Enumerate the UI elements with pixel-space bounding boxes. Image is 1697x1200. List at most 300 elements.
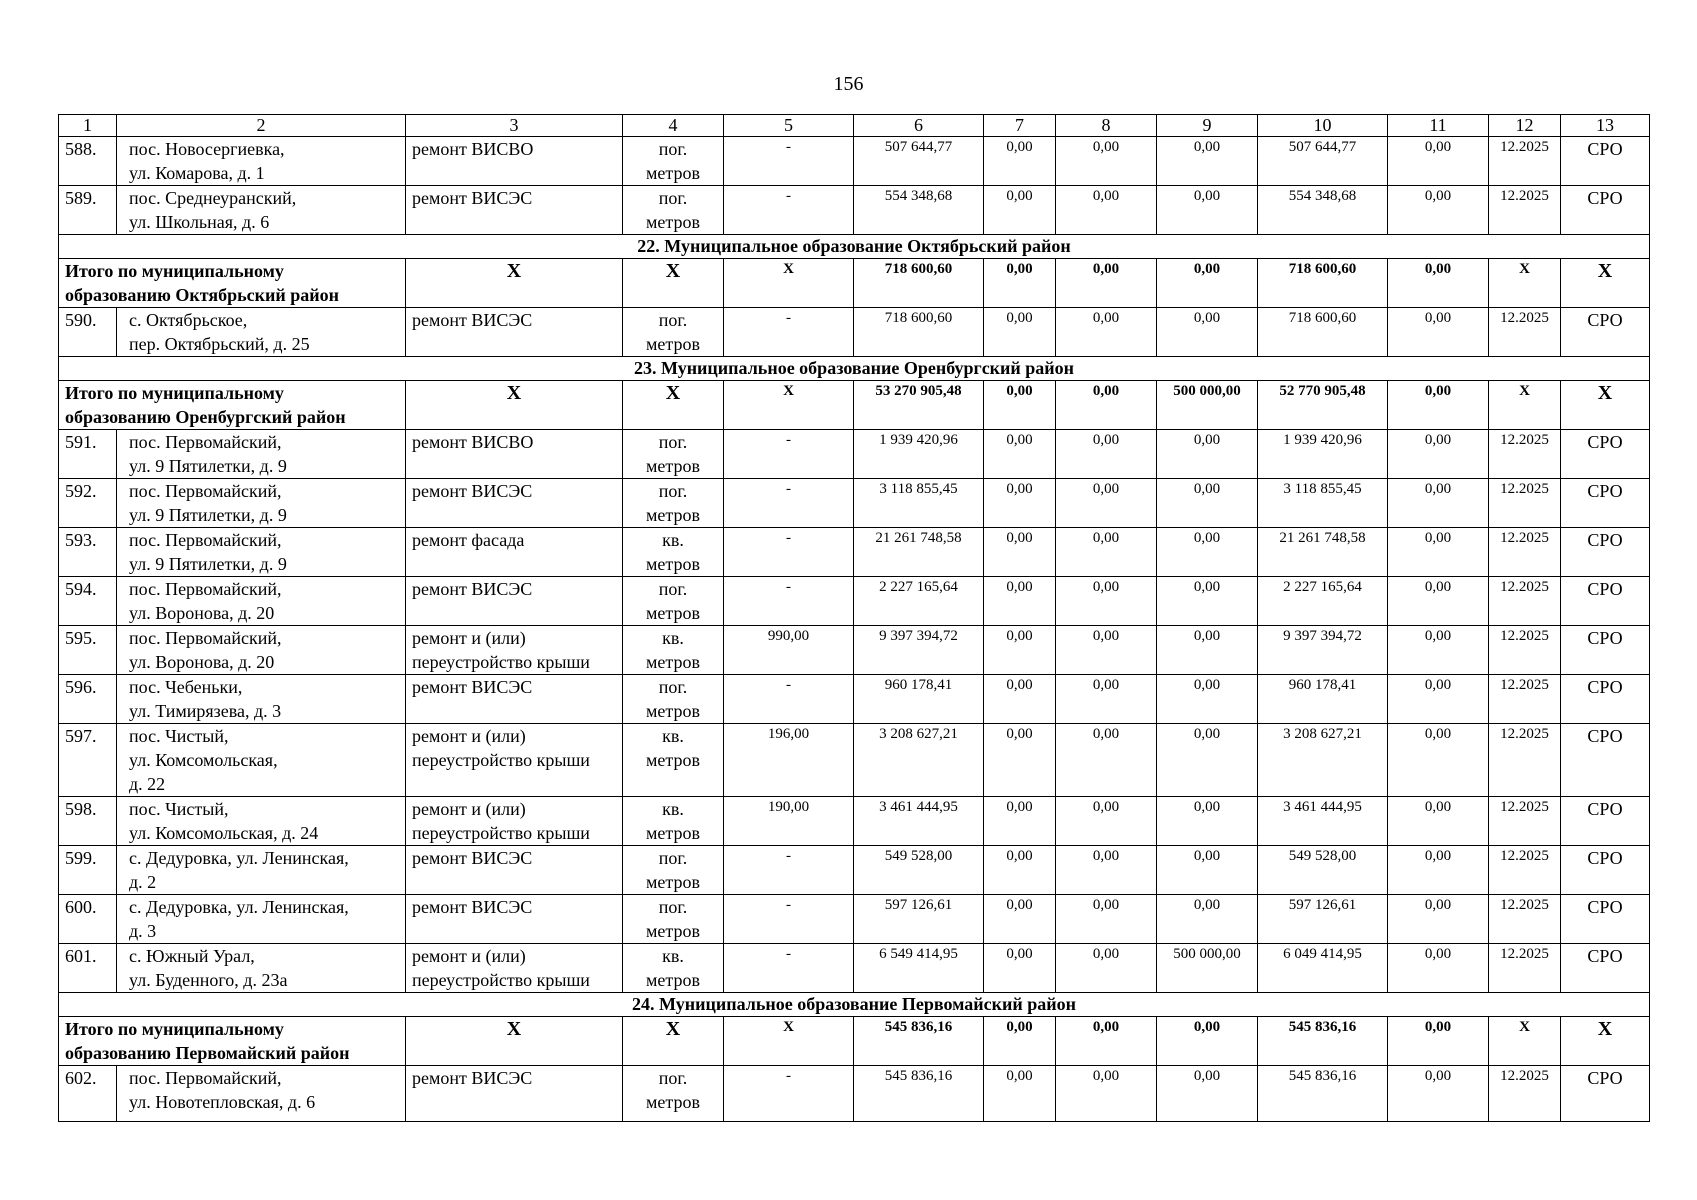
unit-cell [623, 308, 724, 357]
cell-col-12: Х [1489, 259, 1561, 308]
section-header-row [59, 235, 1650, 259]
unit-cell [623, 1066, 724, 1122]
unit-line: пог. [658, 579, 688, 599]
unit-line: кв. [662, 946, 684, 966]
table-row [59, 479, 1650, 528]
unit-line: пог. [658, 897, 688, 917]
cell-col-12: Х [1489, 381, 1561, 430]
unit-line: кв. [662, 726, 684, 746]
row-number: 599. [59, 846, 117, 895]
cell-col-6: 597 126,61 [854, 895, 984, 944]
unit-cell [623, 944, 724, 993]
work-type-line: ремонт ВИСЭС [412, 848, 533, 868]
row-number: 589. [59, 186, 117, 235]
cell-col-8: 0,00 [1056, 381, 1157, 430]
work-type-cell [406, 528, 623, 577]
cell-col-7: 0,00 [984, 626, 1056, 675]
cell-col-6: 554 348,68 [854, 186, 984, 235]
cell-col-11: 0,00 [1388, 259, 1489, 308]
cell-col-10: 1 939 420,96 [1258, 430, 1388, 479]
cell-col-12: 12.2025 [1489, 137, 1561, 186]
cell-col-10: 52 770 905,48 [1258, 381, 1388, 430]
address-cell [117, 1066, 406, 1122]
cell-col-6: 9 397 394,72 [854, 626, 984, 675]
cell-col-10: 3 461 444,95 [1258, 797, 1388, 846]
cell-col-6: 3 461 444,95 [854, 797, 984, 846]
address-line: пос. Чебеньки, [129, 677, 243, 697]
address-cell [117, 675, 406, 724]
cell-col-9: 0,00 [1157, 1066, 1258, 1122]
cell-col-6: 718 600,60 [854, 308, 984, 357]
unit-line: метров [646, 823, 700, 843]
cell-col-10: 718 600,60 [1258, 308, 1388, 357]
unit-line: пог. [658, 139, 688, 159]
work-type-line: переустройство крыши [412, 750, 590, 770]
cell-col-6: 3 208 627,21 [854, 724, 984, 797]
address-line: пос. Первомайский, [129, 1068, 282, 1088]
unit-cell [623, 724, 724, 797]
capital-repair-register-table [58, 114, 1650, 1122]
row-number: 595. [59, 626, 117, 675]
cell-col-4: Х [623, 1017, 724, 1066]
cell-col-7: 0,00 [984, 479, 1056, 528]
unit-line: метров [646, 872, 700, 892]
unit-line: метров [646, 334, 700, 354]
table-row [59, 1066, 1650, 1122]
work-type-line: ремонт и (или) [412, 799, 526, 819]
work-type-line: переустройство крыши [412, 823, 590, 843]
cell-col-8: 0,00 [1056, 895, 1157, 944]
table-row [59, 895, 1650, 944]
cell-col-5: - [724, 577, 854, 626]
cell-col-12: 12.2025 [1489, 430, 1561, 479]
address-line: пос. Чистый, [129, 799, 229, 819]
cell-col-7: 0,00 [984, 1066, 1056, 1122]
cell-col-8: 0,00 [1056, 137, 1157, 186]
subtotal-label-line: образованию Первомайский район [65, 1043, 350, 1063]
unit-cell [623, 430, 724, 479]
table-row [59, 186, 1650, 235]
unit-cell [623, 186, 724, 235]
cell-col-12: 12.2025 [1489, 895, 1561, 944]
unit-line: пог. [658, 310, 688, 330]
cell-col-12: 12.2025 [1489, 479, 1561, 528]
address-line: ул. 9 Пятилетки, д. 9 [129, 456, 287, 476]
cell-col-11: 0,00 [1388, 577, 1489, 626]
work-type-line: ремонт ВИСЭС [412, 579, 533, 599]
cell-col-11: 0,00 [1388, 626, 1489, 675]
section-title: 22. Муниципальное образование Октябрьский район [59, 235, 1650, 259]
cell-col-10: 554 348,68 [1258, 186, 1388, 235]
work-type-line: ремонт ВИСЭС [412, 310, 533, 330]
cell-col-13: СРО [1561, 308, 1650, 357]
cell-col-8: 0,00 [1056, 626, 1157, 675]
address-cell [117, 308, 406, 357]
address-line: пос. Первомайский, [129, 530, 282, 550]
address-line: ул. Комсомольская, д. 24 [129, 823, 319, 843]
cell-col-7: 0,00 [984, 675, 1056, 724]
address-cell [117, 577, 406, 626]
cell-col-5: - [724, 186, 854, 235]
cell-col-6: 507 644,77 [854, 137, 984, 186]
cell-col-9: 0,00 [1157, 137, 1258, 186]
unit-line: пог. [658, 677, 688, 697]
row-number: 591. [59, 430, 117, 479]
cell-col-5: 990,00 [724, 626, 854, 675]
unit-line: метров [646, 970, 700, 990]
unit-line: кв. [662, 628, 684, 648]
address-line: пос. Первомайский, [129, 481, 282, 501]
subtotal-label [59, 381, 406, 430]
cell-col-13: СРО [1561, 944, 1650, 993]
table-row [59, 846, 1650, 895]
cell-col-6: 545 836,16 [854, 1066, 984, 1122]
work-type-cell [406, 430, 623, 479]
address-cell [117, 137, 406, 186]
section-title: 24. Муниципальное образование Первомайский район [59, 993, 1650, 1017]
cell-col-13: СРО [1561, 577, 1650, 626]
work-type-line: ремонт ВИСВО [412, 432, 534, 452]
unit-line: метров [646, 603, 700, 623]
cell-col-7: 0,00 [984, 944, 1056, 993]
work-type-line: ремонт ВИСЭС [412, 897, 533, 917]
work-type-cell [406, 724, 623, 797]
cell-col-6: 549 528,00 [854, 846, 984, 895]
work-type-line: ремонт фасада [412, 530, 525, 550]
address-line: д. 2 [129, 872, 157, 892]
subtotal-row [59, 381, 1650, 430]
cell-col-11: 0,00 [1388, 528, 1489, 577]
unit-cell [623, 626, 724, 675]
cell-col-8: 0,00 [1056, 430, 1157, 479]
column-header: 5 [724, 115, 854, 137]
address-cell [117, 479, 406, 528]
subtotal-label-line: Итого по муниципальному [65, 261, 284, 281]
address-line: ул. Комарова, д. 1 [129, 163, 265, 183]
table-row [59, 797, 1650, 846]
cell-col-13: СРО [1561, 846, 1650, 895]
cell-col-7: 0,00 [984, 577, 1056, 626]
cell-col-7: 0,00 [984, 381, 1056, 430]
cell-col-5: - [724, 675, 854, 724]
column-header: 1 [59, 115, 117, 137]
address-cell [117, 430, 406, 479]
address-line: с. Дедуровка, ул. Ленинская, [129, 897, 349, 917]
cell-col-5: - [724, 479, 854, 528]
cell-col-12: Х [1489, 1017, 1561, 1066]
cell-col-12: 12.2025 [1489, 797, 1561, 846]
table-row [59, 675, 1650, 724]
address-line: пос. Первомайский, [129, 432, 282, 452]
column-header: 2 [117, 115, 406, 137]
cell-col-12: 12.2025 [1489, 577, 1561, 626]
cell-col-5: 190,00 [724, 797, 854, 846]
address-line: д. 3 [129, 921, 157, 941]
work-type-line: переустройство крыши [412, 652, 590, 672]
cell-col-12: 12.2025 [1489, 724, 1561, 797]
row-number: 590. [59, 308, 117, 357]
cell-col-3: Х [406, 381, 623, 430]
cell-col-10: 9 397 394,72 [1258, 626, 1388, 675]
unit-line: пог. [658, 1068, 688, 1088]
column-header: 10 [1258, 115, 1388, 137]
cell-col-11: 0,00 [1388, 724, 1489, 797]
unit-line: метров [646, 652, 700, 672]
cell-col-5: - [724, 137, 854, 186]
work-type-line: ремонт и (или) [412, 628, 526, 648]
unit-line: пог. [658, 848, 688, 868]
cell-col-11: 0,00 [1388, 381, 1489, 430]
cell-col-13: СРО [1561, 724, 1650, 797]
work-type-cell [406, 895, 623, 944]
cell-col-13: СРО [1561, 675, 1650, 724]
work-type-line: ремонт ВИСЭС [412, 188, 533, 208]
address-line: ул. Тимирязева, д. 3 [129, 701, 282, 721]
cell-col-6: 21 261 748,58 [854, 528, 984, 577]
cell-col-11: 0,00 [1388, 430, 1489, 479]
column-header: 13 [1561, 115, 1650, 137]
cell-col-9: 0,00 [1157, 528, 1258, 577]
cell-col-10: 545 836,16 [1258, 1066, 1388, 1122]
cell-col-5: - [724, 846, 854, 895]
address-line: ул. 9 Пятилетки, д. 9 [129, 554, 287, 574]
cell-col-9: 500 000,00 [1157, 944, 1258, 993]
cell-col-3: Х [406, 1017, 623, 1066]
cell-col-8: 0,00 [1056, 944, 1157, 993]
work-type-cell [406, 675, 623, 724]
address-line: пер. Октябрьский, д. 25 [129, 334, 310, 354]
address-line: ул. 9 Пятилетки, д. 9 [129, 505, 287, 525]
cell-col-10: 3 118 855,45 [1258, 479, 1388, 528]
table-row [59, 626, 1650, 675]
work-type-cell [406, 1066, 623, 1122]
row-number: 594. [59, 577, 117, 626]
cell-col-12: 12.2025 [1489, 675, 1561, 724]
cell-col-9: 0,00 [1157, 626, 1258, 675]
address-cell [117, 895, 406, 944]
address-line: ул. Воронова, д. 20 [129, 603, 275, 623]
address-line: пос. Первомайский, [129, 628, 282, 648]
address-line: ул. Воронова, д. 20 [129, 652, 275, 672]
table-row [59, 528, 1650, 577]
cell-col-5: - [724, 308, 854, 357]
unit-line: кв. [662, 799, 684, 819]
row-number: 596. [59, 675, 117, 724]
subtotal-row [59, 1017, 1650, 1066]
column-header: 3 [406, 115, 623, 137]
cell-col-9: 0,00 [1157, 797, 1258, 846]
subtotal-label-line: Итого по муниципальному [65, 1019, 284, 1039]
cell-col-9: 0,00 [1157, 186, 1258, 235]
cell-col-12: 12.2025 [1489, 308, 1561, 357]
cell-col-8: 0,00 [1056, 797, 1157, 846]
cell-col-9: 0,00 [1157, 259, 1258, 308]
row-number: 592. [59, 479, 117, 528]
address-line: ул. Школьная, д. 6 [129, 212, 270, 232]
column-header: 6 [854, 115, 984, 137]
work-type-cell [406, 308, 623, 357]
cell-col-12: 12.2025 [1489, 626, 1561, 675]
column-header: 8 [1056, 115, 1157, 137]
row-number: 602. [59, 1066, 117, 1122]
cell-col-8: 0,00 [1056, 308, 1157, 357]
work-type-line: ремонт ВИСЭС [412, 481, 533, 501]
address-line: ул. Новотепловская, д. 6 [129, 1092, 316, 1112]
cell-col-7: 0,00 [984, 895, 1056, 944]
unit-line: пог. [658, 481, 688, 501]
cell-col-6: 1 939 420,96 [854, 430, 984, 479]
cell-col-6: 718 600,60 [854, 259, 984, 308]
address-cell [117, 724, 406, 797]
cell-col-13: СРО [1561, 1066, 1650, 1122]
work-type-line: ремонт ВИСЭС [412, 1068, 533, 1088]
address-line: ул. Буденного, д. 23а [129, 970, 288, 990]
cell-col-9: 0,00 [1157, 675, 1258, 724]
unit-cell [623, 895, 724, 944]
work-type-line: переустройство крыши [412, 970, 590, 990]
subtotal-row [59, 259, 1650, 308]
cell-col-3: Х [406, 259, 623, 308]
subtotal-label-line: образованию Октябрьский район [65, 285, 340, 305]
cell-col-6: 53 270 905,48 [854, 381, 984, 430]
column-header: 11 [1388, 115, 1489, 137]
table-row [59, 308, 1650, 357]
cell-col-11: 0,00 [1388, 797, 1489, 846]
row-number: 601. [59, 944, 117, 993]
column-header: 9 [1157, 115, 1258, 137]
column-header: 4 [623, 115, 724, 137]
subtotal-label [59, 259, 406, 308]
column-number-header-row [59, 115, 1650, 137]
cell-col-8: 0,00 [1056, 846, 1157, 895]
subtotal-label [59, 1017, 406, 1066]
cell-col-5: 196,00 [724, 724, 854, 797]
cell-col-10: 2 227 165,64 [1258, 577, 1388, 626]
cell-col-5: - [724, 1066, 854, 1122]
cell-col-7: 0,00 [984, 846, 1056, 895]
cell-col-9: 0,00 [1157, 479, 1258, 528]
address-line: с. Дедуровка, ул. Ленинская, [129, 848, 349, 868]
cell-col-5: Х [724, 259, 854, 308]
cell-col-7: 0,00 [984, 1017, 1056, 1066]
address-line: с. Октябрьское, [129, 310, 248, 330]
table-row [59, 944, 1650, 993]
page-number: 156 [833, 73, 864, 95]
cell-col-11: 0,00 [1388, 137, 1489, 186]
cell-col-8: 0,00 [1056, 186, 1157, 235]
work-type-cell [406, 577, 623, 626]
column-header: 7 [984, 115, 1056, 137]
cell-col-5: Х [724, 381, 854, 430]
address-cell [117, 846, 406, 895]
cell-col-11: 0,00 [1388, 1017, 1489, 1066]
cell-col-13: СРО [1561, 528, 1650, 577]
cell-col-9: 500 000,00 [1157, 381, 1258, 430]
cell-col-13: Х [1561, 1017, 1650, 1066]
unit-cell [623, 577, 724, 626]
cell-col-6: 3 118 855,45 [854, 479, 984, 528]
cell-col-5: - [724, 430, 854, 479]
column-header: 12 [1489, 115, 1561, 137]
cell-col-10: 960 178,41 [1258, 675, 1388, 724]
cell-col-8: 0,00 [1056, 1017, 1157, 1066]
subtotal-label-line: образованию Оренбургский район [65, 407, 346, 427]
address-line: пос. Первомайский, [129, 579, 282, 599]
cell-col-9: 0,00 [1157, 430, 1258, 479]
cell-col-13: СРО [1561, 430, 1650, 479]
cell-col-6: 6 549 414,95 [854, 944, 984, 993]
cell-col-10: 21 261 748,58 [1258, 528, 1388, 577]
cell-col-13: СРО [1561, 895, 1650, 944]
cell-col-10: 718 600,60 [1258, 259, 1388, 308]
work-type-cell [406, 944, 623, 993]
cell-col-13: СРО [1561, 137, 1650, 186]
section-header-row [59, 993, 1650, 1017]
row-number: 600. [59, 895, 117, 944]
cell-col-11: 0,00 [1388, 1066, 1489, 1122]
cell-col-10: 6 049 414,95 [1258, 944, 1388, 993]
cell-col-8: 0,00 [1056, 479, 1157, 528]
unit-line: метров [646, 505, 700, 525]
unit-line: метров [646, 921, 700, 941]
unit-line: метров [646, 701, 700, 721]
cell-col-5: - [724, 895, 854, 944]
cell-col-10: 507 644,77 [1258, 137, 1388, 186]
cell-col-13: СРО [1561, 479, 1650, 528]
unit-line: метров [646, 163, 700, 183]
cell-col-13: Х [1561, 259, 1650, 308]
cell-col-12: 12.2025 [1489, 944, 1561, 993]
work-type-cell [406, 846, 623, 895]
unit-line: кв. [662, 530, 684, 550]
cell-col-7: 0,00 [984, 186, 1056, 235]
cell-col-8: 0,00 [1056, 1066, 1157, 1122]
table-row [59, 577, 1650, 626]
unit-line: метров [646, 1092, 700, 1112]
table-body [59, 115, 1650, 1122]
address-cell [117, 626, 406, 675]
table-row [59, 430, 1650, 479]
cell-col-4: Х [623, 259, 724, 308]
work-type-cell [406, 137, 623, 186]
unit-line: пог. [658, 432, 688, 452]
cell-col-12: 12.2025 [1489, 186, 1561, 235]
cell-col-8: 0,00 [1056, 675, 1157, 724]
cell-col-7: 0,00 [984, 797, 1056, 846]
address-line: д. 22 [129, 774, 166, 794]
cell-col-11: 0,00 [1388, 308, 1489, 357]
table-row [59, 137, 1650, 186]
cell-col-10: 597 126,61 [1258, 895, 1388, 944]
cell-col-11: 0,00 [1388, 675, 1489, 724]
cell-col-8: 0,00 [1056, 724, 1157, 797]
cell-col-10: 545 836,16 [1258, 1017, 1388, 1066]
work-type-cell [406, 186, 623, 235]
cell-col-9: 0,00 [1157, 308, 1258, 357]
cell-col-13: Х [1561, 381, 1650, 430]
cell-col-7: 0,00 [984, 259, 1056, 308]
cell-col-13: СРО [1561, 626, 1650, 675]
cell-col-11: 0,00 [1388, 944, 1489, 993]
cell-col-5: - [724, 528, 854, 577]
work-type-line: ремонт и (или) [412, 726, 526, 746]
work-type-cell [406, 626, 623, 675]
row-number: 588. [59, 137, 117, 186]
address-cell [117, 186, 406, 235]
work-type-cell [406, 797, 623, 846]
unit-line: метров [646, 456, 700, 476]
address-cell [117, 528, 406, 577]
